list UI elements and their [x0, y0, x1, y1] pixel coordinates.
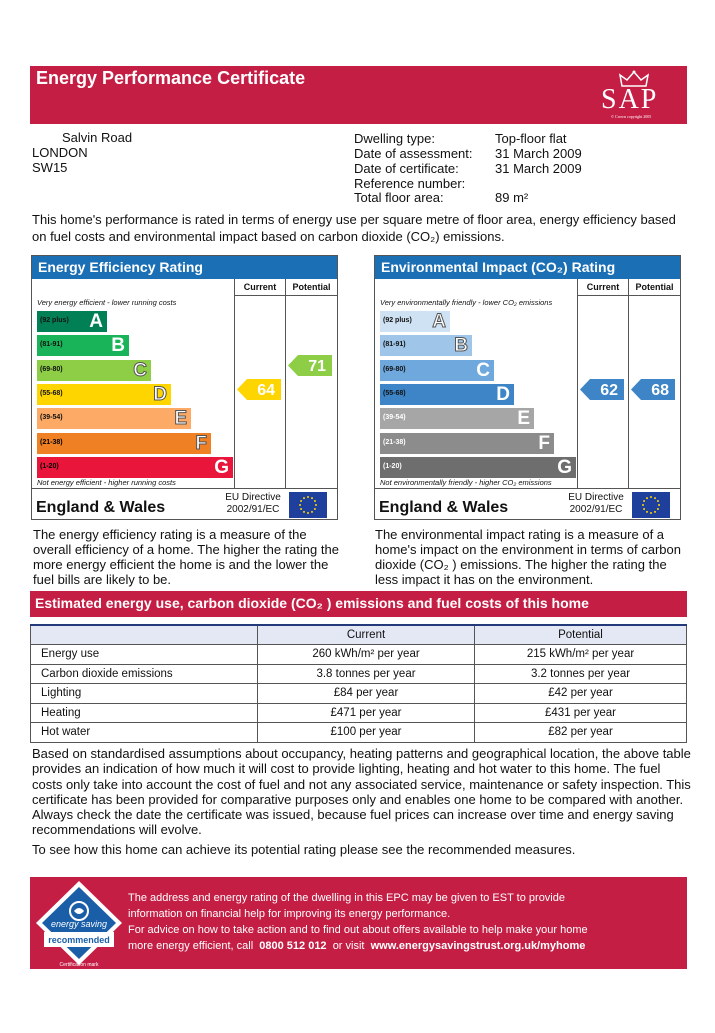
row-potential: 215 kWh/m² per year [475, 645, 687, 665]
row-current: £471 per year [258, 703, 475, 723]
footer-line3: For advice on how to take action and to find out about offers available to help make your home [128, 924, 588, 936]
estimate-title: Estimated energy use, carbon dioxide (CO₂ ) emissions and fuel costs of this home [30, 591, 687, 617]
page-title: Energy Performance Certificate [36, 68, 306, 88]
environment-potential-rating-value: 68 [651, 381, 669, 399]
band-letter: F [538, 432, 550, 454]
environment-current-header: Current [577, 279, 628, 296]
table-row [31, 664, 687, 684]
band-range: (21-38) [383, 438, 406, 446]
environment-directive-label: EU Directive [568, 492, 624, 503]
row-label: Carbon dioxide emissions [31, 664, 258, 684]
band-range: (55-68) [383, 389, 406, 397]
address-line1: Salvin Road [62, 130, 133, 145]
assumptions-paragraph: Based on standardised assumptions about occupancy, heating patterns and geographical location, the above table provides an indication of how much it will cost to provide lighting, heating and hot water to this home. The fuel costs only take into account the cost of fuel and not any associated service, maintenance or safety inspection. This certificate has been provided for comparative purposes only and enables one home to be compared with another. Always check the date the certificate was issued, because fuel prices can increase over time and energy saving recommendations will evolve. [32, 746, 691, 838]
band-range: (92 plus) [40, 317, 69, 324]
environment-potential-rating [631, 379, 675, 400]
band-letter: C [476, 359, 490, 381]
band-range: (21-38) [40, 438, 63, 446]
footer-visit-text: or visit [332, 940, 365, 952]
environment-band-a [380, 311, 450, 332]
band-letter: B [111, 335, 125, 357]
eu-flag-icon [289, 492, 327, 518]
band-range: (69-80) [40, 365, 63, 373]
phone-number[interactable]: 0800 512 012 [259, 940, 327, 952]
efficiency-current-rating-value: 64 [257, 381, 275, 399]
efficiency-directive [223, 492, 283, 516]
dwelling-type-value: Top-floor flat [495, 131, 567, 146]
address-line2: LONDON [32, 145, 88, 160]
footer-banner [30, 877, 687, 969]
sap-logo [597, 70, 681, 120]
row-label: Energy use [31, 645, 258, 665]
reference-number-label: Reference number: [354, 176, 466, 191]
band-range: (81-91) [383, 341, 406, 349]
band-letter: G [557, 456, 572, 478]
certificate-date-value: 31 March 2009 [495, 161, 582, 176]
row-current: £100 per year [258, 723, 475, 743]
environment-band-b [380, 335, 472, 356]
table-header-row [31, 625, 687, 645]
floor-area-label: Total floor area: [354, 190, 444, 205]
band-letter: F [195, 432, 207, 454]
energy-saving-recommended-logo [30, 877, 128, 969]
energy-efficiency-rating-chart [31, 255, 338, 520]
environment-band-g [380, 457, 576, 478]
efficiency-directive-label: EU Directive [225, 492, 281, 503]
footer-line4 [128, 939, 683, 954]
band-letter: A [89, 311, 103, 332]
address-line3: SW15 [32, 160, 68, 175]
band-range: (81-91) [40, 341, 63, 349]
website-link[interactable]: www.energysavingstrust.org.uk/myhome [370, 940, 586, 952]
band-letter: D [496, 383, 510, 405]
band-letter: B [454, 335, 468, 357]
dwelling-type-label: Dwelling type: [354, 131, 435, 146]
table-row [31, 723, 687, 743]
environment-current-rating [580, 379, 624, 400]
environment-directive-number: 2002/91/EC [569, 504, 623, 515]
efficiency-current-header: Current [234, 279, 285, 296]
band-letter: D [153, 383, 167, 405]
table-potential-header: Potential [475, 625, 687, 645]
row-current: £84 per year [258, 684, 475, 704]
efficiency-current-rating [237, 379, 281, 400]
table-empty-header [31, 625, 258, 645]
efficiency-potential-rating [288, 355, 332, 376]
efficiency-bottom-note: Not energy efficient - higher running costs [37, 478, 176, 487]
efficiency-band-c [37, 360, 151, 381]
efficiency-potential-rating-value: 71 [308, 357, 326, 375]
floor-area-value: 89 m² [495, 190, 529, 205]
environment-directive [566, 492, 626, 516]
environment-title: Environmental Impact (CO₂) Rating [375, 256, 680, 279]
efficiency-directive-number: 2002/91/EC [226, 504, 280, 515]
row-label: Heating [31, 703, 258, 723]
row-potential: £82 per year [475, 723, 687, 743]
header-bar [30, 66, 687, 124]
band-range: (39-54) [383, 414, 406, 422]
environmental-impact-rating-chart [374, 255, 681, 520]
row-current: 260 kWh/m² per year [258, 645, 475, 665]
environment-band-c [380, 360, 494, 381]
environment-band-f [380, 433, 554, 454]
intro-text: This home's performance is rated in terms of energy use per square metre of floor area, energy efficiency based on fuel costs and environmental impact based on carbon dioxide (CO₂) emissions. [32, 212, 676, 244]
table-row [31, 703, 687, 723]
recommendation-paragraph: To see how this home can achieve its potential rating please see the recommended measures. [32, 842, 576, 857]
row-potential: 3.2 tonnes per year [475, 664, 687, 684]
footer-line1: The address and energy rating of the dwelling in this EPC may be given to EST to provide [128, 892, 565, 904]
environment-bottom-note: Not environmentally friendly - higher CO₂ emissions [380, 478, 552, 487]
eu-flag-icon [632, 492, 670, 518]
efficiency-band-b [37, 335, 129, 356]
environment-band-e [380, 408, 534, 429]
band-letter: E [174, 408, 187, 430]
band-letter: C [133, 359, 147, 381]
footer-call-text: more energy efficient, call [128, 940, 254, 952]
footer-line2: information on financial help for improving its energy performance. [128, 908, 451, 920]
environment-band-d [380, 384, 514, 405]
efficiency-band-f [37, 433, 211, 454]
efficiency-band-a [37, 311, 107, 332]
efficiency-potential-header: Potential [285, 279, 337, 296]
row-label: Lighting [31, 684, 258, 704]
table-current-header: Current [258, 625, 475, 645]
band-letter: E [517, 408, 530, 430]
band-range: (55-68) [40, 389, 63, 397]
efficiency-region: England & Wales [36, 499, 166, 516]
band-range: (92 plus) [383, 317, 412, 324]
environment-top-note: Very environmentally friendly - lower CO₂ emissions [380, 298, 553, 307]
row-label: Hot water [31, 723, 258, 743]
assessment-date-value: 31 March 2009 [495, 146, 582, 161]
band-range: (69-80) [383, 365, 406, 373]
efficiency-top-note: Very energy efficient - lower running costs [37, 298, 177, 307]
band-range: (39-54) [40, 414, 63, 422]
assessment-date-label: Date of assessment: [354, 146, 473, 161]
row-potential: £431 per year [475, 703, 687, 723]
estimate-table [30, 624, 687, 743]
environment-region: England & Wales [379, 499, 509, 516]
band-range: (1-20) [40, 462, 59, 470]
efficiency-explanation: The energy efficiency rating is a measure of the overall efficiency of a home. The higher the rating the more energy efficient the home is and the lower the fuel bills are likely to be. [33, 527, 339, 587]
efficiency-band-e [37, 408, 191, 429]
table-row [31, 684, 687, 704]
efficiency-title: Energy Efficiency Rating [32, 256, 337, 279]
efficiency-band-g [37, 457, 233, 478]
row-current: 3.8 tonnes per year [258, 664, 475, 684]
logo-bottom-text: recommended [48, 935, 110, 945]
certificate-date-label: Date of certificate: [354, 161, 459, 176]
logo-mark-text: Certification mark [59, 962, 99, 968]
table-row [31, 645, 687, 665]
row-potential: £42 per year [475, 684, 687, 704]
environment-potential-header: Potential [628, 279, 680, 296]
environment-current-rating-value: 62 [600, 381, 618, 399]
sap-copyright: © Crown copyright 2005 [611, 114, 652, 119]
band-range: (1-20) [383, 462, 402, 470]
logo-top-text: energy saving [50, 919, 108, 929]
sap-logo-text: SAP [601, 84, 659, 115]
band-letter: G [214, 456, 229, 478]
environment-explanation: The environmental impact rating is a measure of a home's impact on the environment in terms of carbon dioxide (CO₂ ) emissions. The higher the rating the less impact it has on the environment. [375, 527, 681, 587]
efficiency-band-d [37, 384, 171, 405]
band-letter: A [432, 311, 446, 332]
